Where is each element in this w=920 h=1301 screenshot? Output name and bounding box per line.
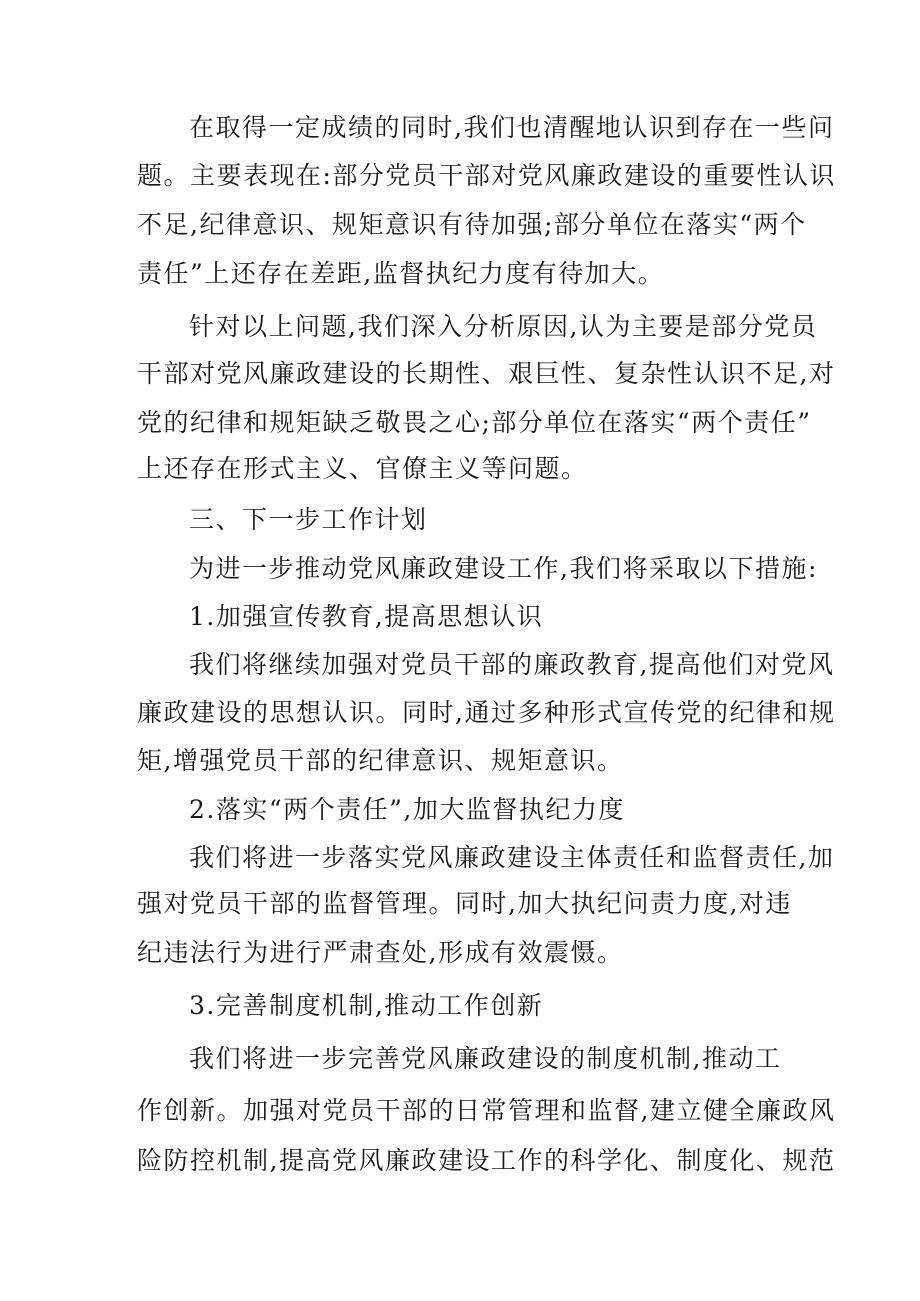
item-1-line-1: 我们将继续加强对党员干部的廉政教育,提高他们对党风 xyxy=(189,650,835,679)
item-3-title: 3.完善制度机制,推动工作创新 xyxy=(189,991,544,1020)
paragraph-2-line-4: 上还存在形式主义、官僚主义等问题。 xyxy=(137,454,588,483)
item-2-title: 2.落实“两个责任”,加大监督执纪力度 xyxy=(189,795,625,824)
item-2-line-3: 纪违法行为进行严肃查处,形成有效震慑。 xyxy=(137,938,624,967)
item-2-line-1: 我们将进一步落实党风廉政建设主体责任和监督责任,加 xyxy=(189,843,835,872)
paragraph-1-line-1: 在取得一定成绩的同时,我们也清醒地认识到存在一些问 xyxy=(189,113,835,142)
section-heading: 三、下一步工作计划 xyxy=(189,505,428,534)
paragraph-2-line-2: 干部对党风廉政建设的长期性、艰巨性、复杂性认识不足,对 xyxy=(137,359,836,388)
paragraph-2-line-1: 针对以上问题,我们深入分析原因,认为主要是部分党员 xyxy=(189,312,818,341)
item-1-title: 1.加强宣传教育,提高思想认识 xyxy=(189,602,544,631)
item-3-line-3: 险防控机制,提高党风廉政建设工作的科学化、制度化、规范 xyxy=(137,1146,836,1175)
paragraph-1-line-4: 责任”上还存在差距,监督执纪力度有待加大。 xyxy=(137,259,665,288)
item-1-line-3: 矩,增强党员干部的纪律意识、规矩意识。 xyxy=(137,746,624,775)
paragraph-1-line-2: 题。主要表现在:部分党员干部对党风廉政建设的重要性认识 xyxy=(137,161,836,190)
item-3-line-1: 我们将进一步完善党风廉政建设的制度机制,推动工 xyxy=(189,1044,782,1073)
paragraph-2-line-3: 党的纪律和规矩缺乏敬畏之心;部分单位在落实“两个责任” xyxy=(137,408,812,437)
paragraph-1-line-3: 不足,纪律意识、规矩意识有待加强;部分单位在落实“两个 xyxy=(137,210,807,239)
item-1-line-2: 廉政建设的思想认识。同时,通过多种形式宣传党的纪律和规 xyxy=(137,698,836,727)
item-3-line-2: 作创新。加强对党员干部的日常管理和监督,建立健全廉政风 xyxy=(137,1096,836,1125)
item-2-line-2: 强对党员干部的监督管理。同时,加大执纪问责力度,对违 xyxy=(137,889,792,918)
intro-sentence: 为进一步推动党风廉政建设工作,我们将采取以下措施: xyxy=(189,554,818,583)
